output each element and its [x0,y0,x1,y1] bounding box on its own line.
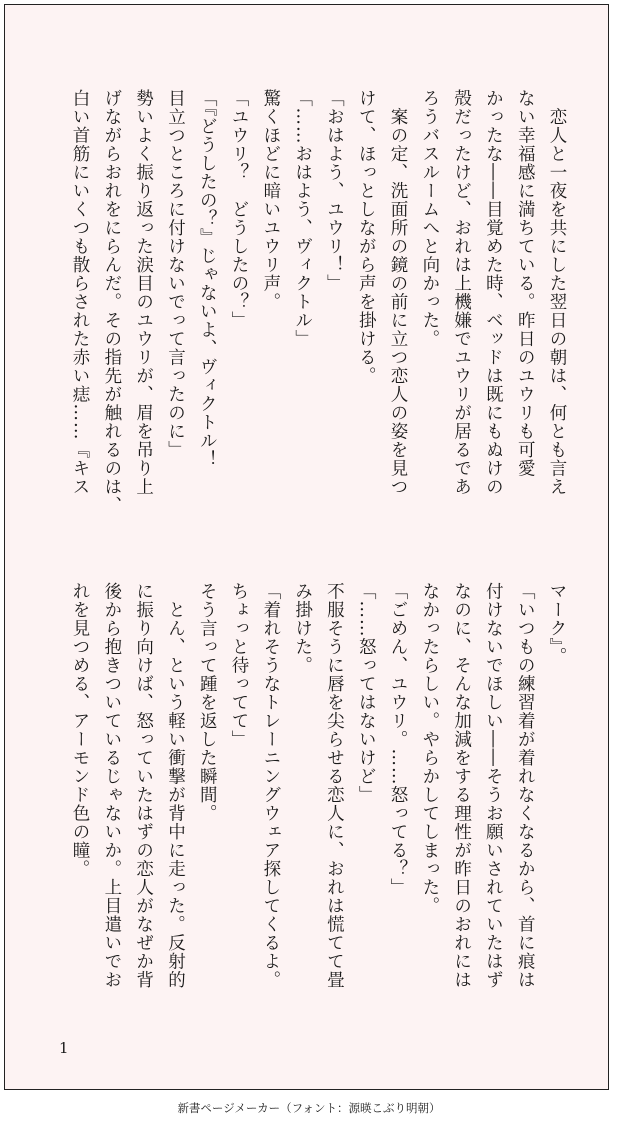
book-page [4,4,609,1090]
text-line: げながらおれをにらんだ。その指先が触れるのは、 [101,89,122,515]
text-line: マーク』。 [547,582,567,666]
text-line: 「『どうしたの？』じゃないよ、ヴィクトル！ [197,89,218,469]
text-line: 目立つところに付けないでって言ったのに」 [165,89,186,459]
text-line: 付けないでほしい――そうお願いされていたはず [483,582,504,989]
text-line: 「着れそうなトレーニングウェア探してくるよ。 [260,582,281,989]
text-line: 勢いよく振り返った涙目のユウリが、眉を吊り上 [133,89,154,496]
text-line: 不服そうに唇を尖らせる恋人に、おれは慌てて畳 [324,582,345,989]
text-line: けて、ほっとしながら声を掛ける。 [356,89,377,385]
text-line: 「おはよう、ユウリ！」 [324,89,345,293]
text-line: とん、という軽い衝撃が背中に走った。反射的 [165,582,186,989]
text-line: 案の定、洗面所の鏡の前に立つ恋人の姿を見つ [388,89,409,496]
text-line: 殻だったけど、おれは上機嫌でユウリが居るであ [451,89,472,496]
text-line: そう言って踵を返した瞬間。 [197,582,218,823]
text-line: 「ユウリ？ どうしたの？」 [229,89,250,330]
text-line: 驚くほどに暗いユウリ声。 [260,89,281,311]
text-block-upper [63,89,572,559]
text-line: かったな――目覚めた時、ベッドは既にもぬけの [483,89,504,496]
text-line: に振り向けば、怒っていたはずの恋人がなぜか背 [133,582,154,989]
text-line: なかったらしい。やらかしてしまった。 [419,582,440,915]
text-line: 後から抱きついているじゃないか。上目遣いでお [101,582,122,989]
text-line: 「……怒ってはないけど」 [356,582,377,804]
text-block-lower [63,582,572,1012]
text-line: 「いつもの練習着が着れなくなるから、首に痕は [515,582,536,989]
text-line: なのに、そんな加減をする理性が昨日のおれには [451,582,472,989]
text-line: 「ごめん、ユウリ。……怒ってる？」 [388,582,409,897]
text-line: 白い首筋にいくつも散らされた赤い痣……『キス [70,89,91,496]
text-line: 「……おはよう、ヴィクトル」 [292,89,313,348]
text-line: れを見つめる、アーモンド色の瞳。 [70,582,91,878]
text-line: ちょっと待ってて」 [229,582,250,749]
footer-credit: 新書ページメーカー（フォント：源暎こぶり明朝） [177,1101,441,1115]
text-line: み掛けた。 [292,582,313,675]
text-line: ろうバスルームへと向かった。 [419,89,440,348]
text-line: 恋人と一夜を共にした翌日の朝は、何とも言え [547,89,567,496]
text-line: ない幸福感に満ちている。昨日のユウリも可愛 [515,89,536,478]
page-number: 1 [59,1039,69,1057]
